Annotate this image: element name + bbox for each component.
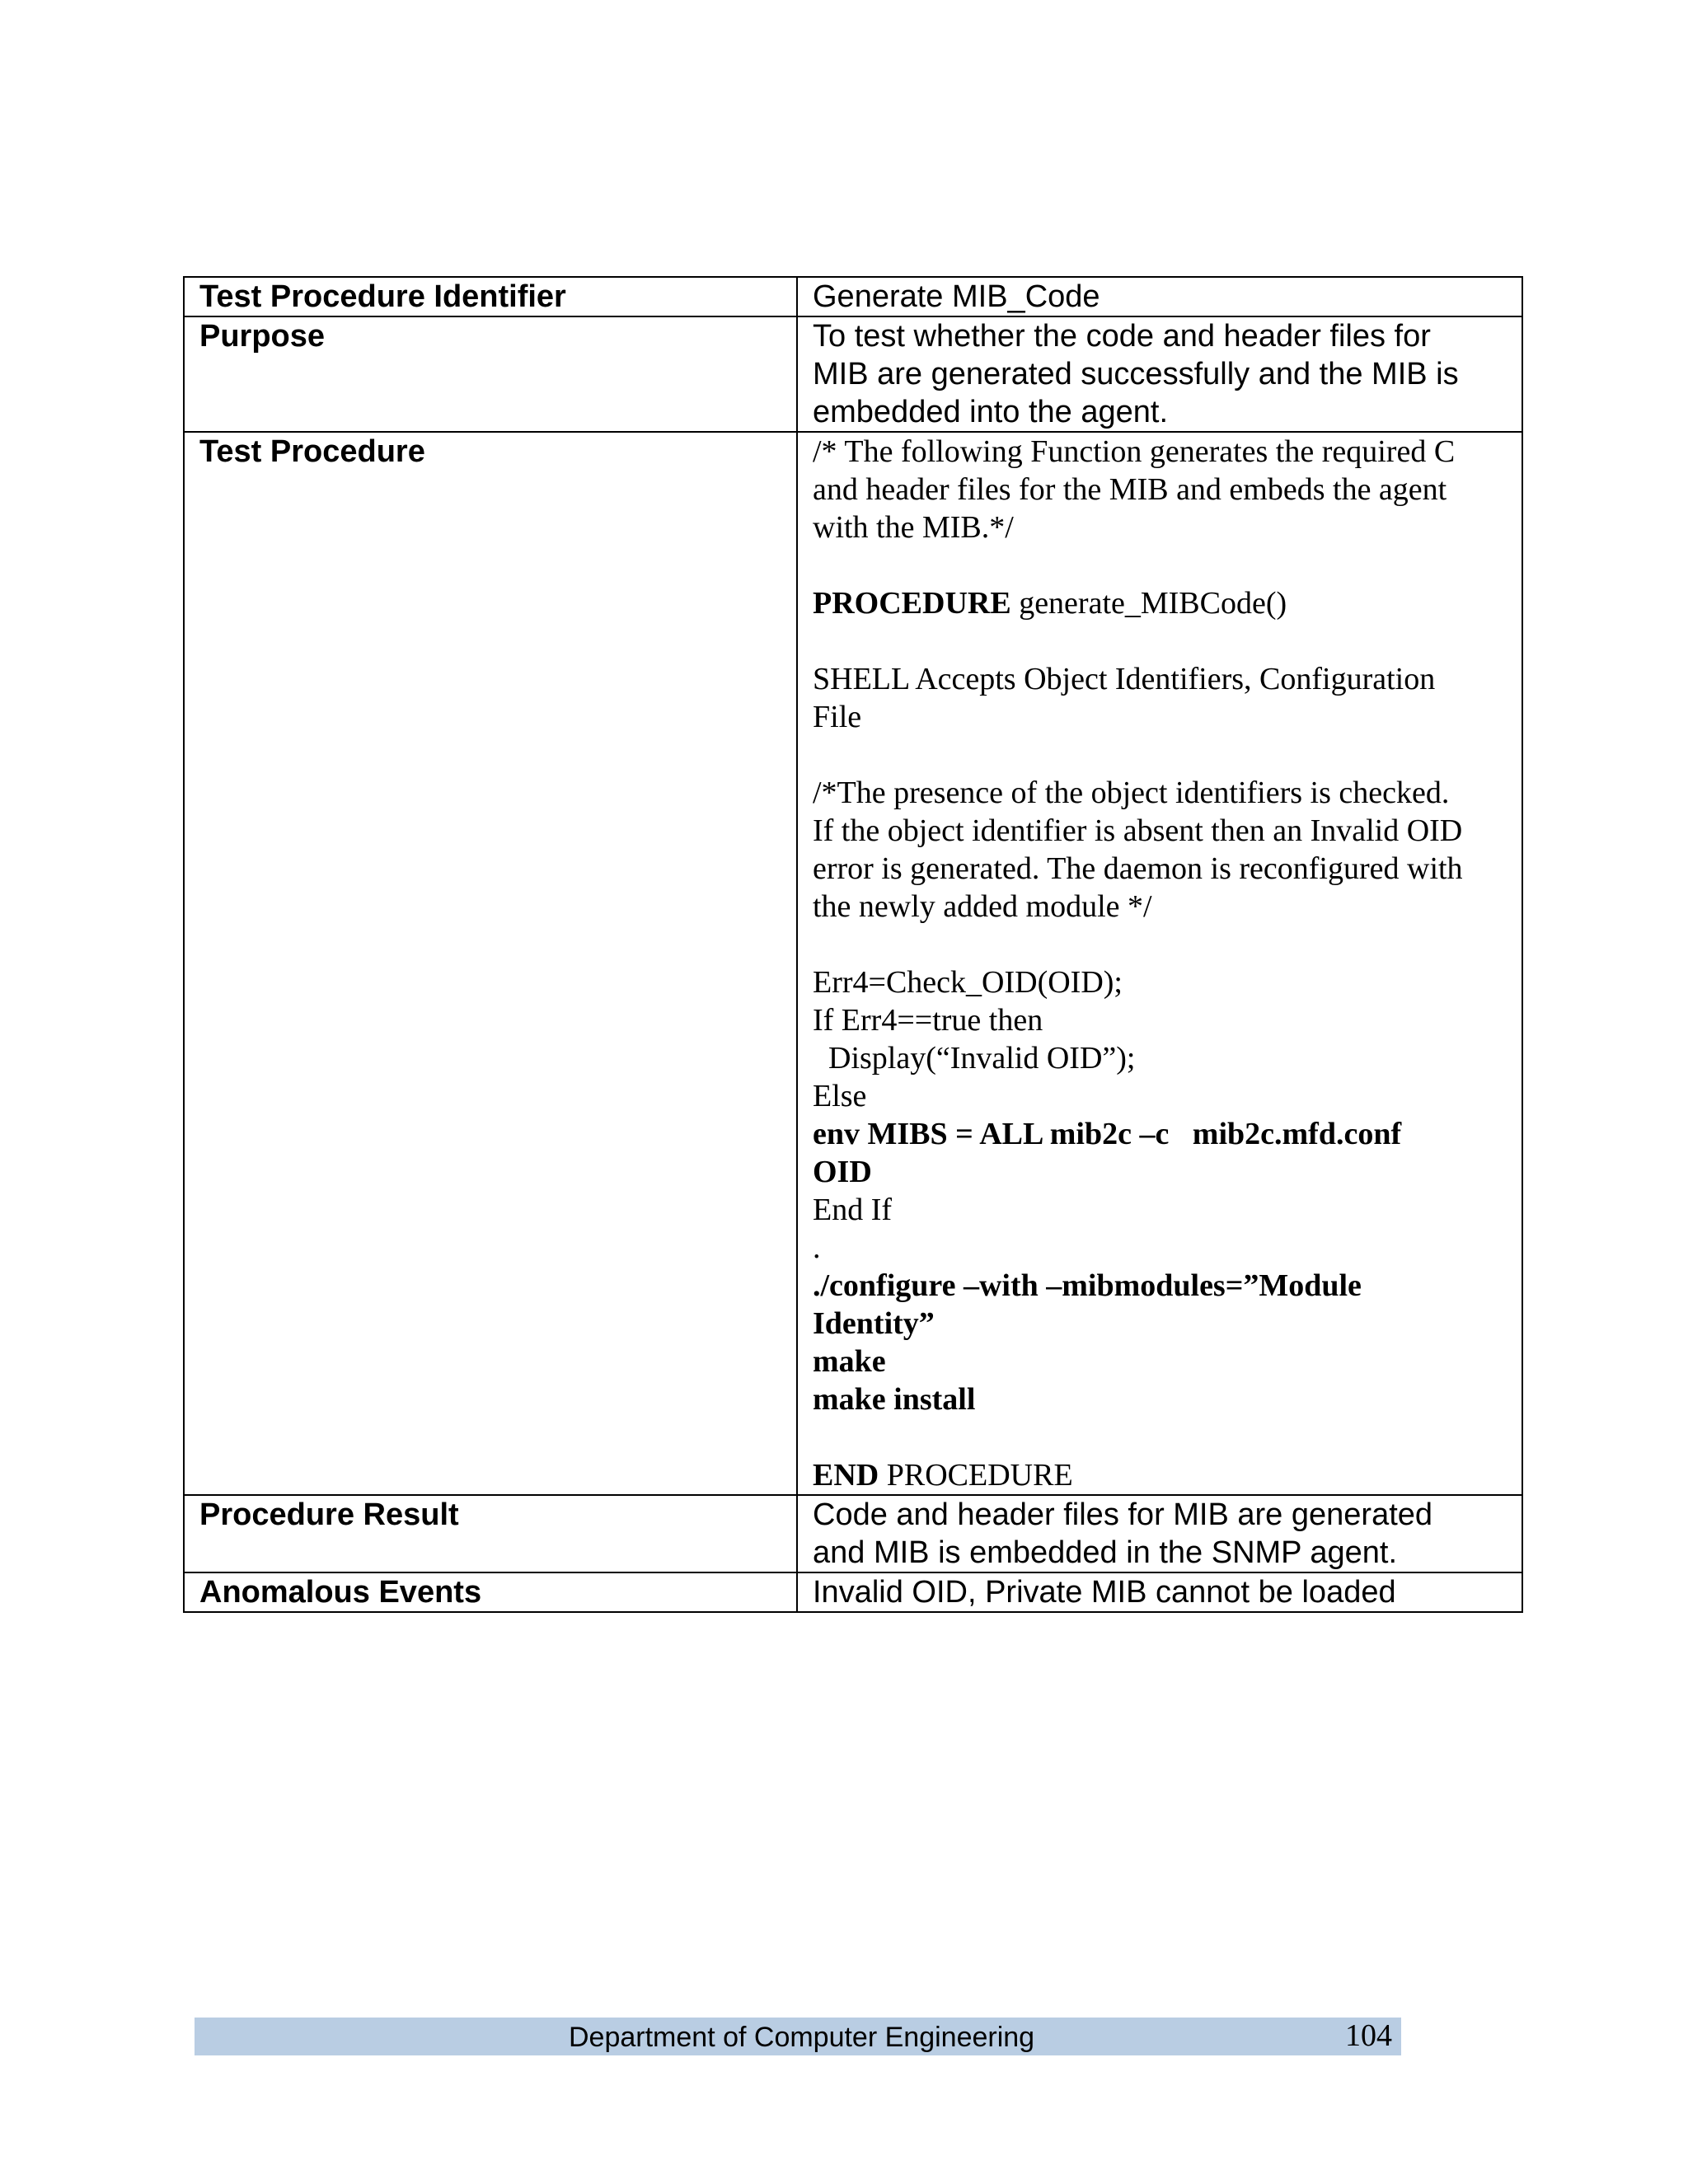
page-number: 104 [1345, 2018, 1392, 2053]
code-line: File [813, 700, 862, 734]
table-row [184, 277, 1522, 316]
code-line: . [813, 1230, 821, 1265]
code-line: /*The presence of the object identifiers is checked. [813, 776, 1450, 810]
test-procedure-table [183, 276, 1523, 1613]
code-line: and header files for the MIB and embeds the agent [813, 472, 1447, 507]
code-line: If Err4==true then [813, 1003, 1043, 1038]
result-line: Code and header files for MIB are generated [813, 1497, 1433, 1532]
row-label: Anomalous Events [184, 1572, 797, 1612]
row-label: Procedure Result [184, 1495, 797, 1572]
code-line: env MIBS = ALL mib2c –c mib2c.mfd.conf [813, 1117, 1402, 1151]
code-line: If the object identifier is absent then an Invalid OID [813, 813, 1463, 848]
code-line: Err4=Check_OID(OID); [813, 965, 1123, 1000]
row-label: Test Procedure Identifier [184, 277, 797, 316]
test-procedure-code [797, 432, 1522, 1495]
procedure-result-value [797, 1495, 1522, 1572]
purpose-line: To test whether the code and header files for [813, 319, 1431, 354]
table-row [184, 316, 1522, 432]
code-keyword: PROCEDURE [813, 586, 1011, 621]
code-text: PROCEDURE [879, 1458, 1073, 1493]
anomalous-events-value: Invalid OID, Private MIB cannot be loaded [797, 1572, 1522, 1612]
code-text: generate_MIBCode() [1010, 586, 1287, 621]
code-line: Else [813, 1079, 867, 1113]
footer-department: Department of Computer Engineering [569, 2022, 1035, 2053]
purpose-line: MIB are generated successfully and the MIB is [813, 357, 1459, 391]
code-line [813, 584, 1507, 622]
code-line: make install [813, 1382, 976, 1417]
row-label: Test Procedure [184, 432, 797, 1495]
purpose-line: embedded into the agent. [813, 395, 1169, 429]
table-row [184, 1495, 1522, 1572]
code-line: with the MIB.*/ [813, 510, 1014, 545]
code-line [813, 736, 1507, 774]
table-row [184, 1572, 1522, 1612]
table-row [184, 432, 1522, 1495]
code-line: End If [813, 1193, 893, 1227]
code-line: Display(“Invalid OID”); [813, 1041, 1136, 1076]
code-line: /* The following Function generates the required C [813, 434, 1456, 469]
code-line [813, 546, 1507, 584]
code-line: OID [813, 1155, 872, 1189]
result-line: and MIB is embedded in the SNMP agent. [813, 1535, 1398, 1570]
code-line: ./configure –with –mibmodules=”Module [813, 1268, 1362, 1303]
code-line [813, 1418, 1507, 1456]
code-line: SHELL Accepts Object Identifiers, Configuration [813, 662, 1436, 696]
code-line: the newly added module */ [813, 889, 1152, 924]
test-procedure-identifier-value: Generate MIB_Code [797, 277, 1522, 316]
code-line: error is generated. The daemon is reconfigured with [813, 851, 1463, 886]
purpose-value [797, 316, 1522, 432]
code-keyword: END [813, 1458, 879, 1493]
row-label: Purpose [184, 316, 797, 432]
code-line [813, 926, 1507, 963]
code-line [813, 1456, 1507, 1494]
code-line: Identity” [813, 1306, 935, 1341]
code-line [813, 622, 1507, 660]
code-line: make [813, 1344, 886, 1379]
